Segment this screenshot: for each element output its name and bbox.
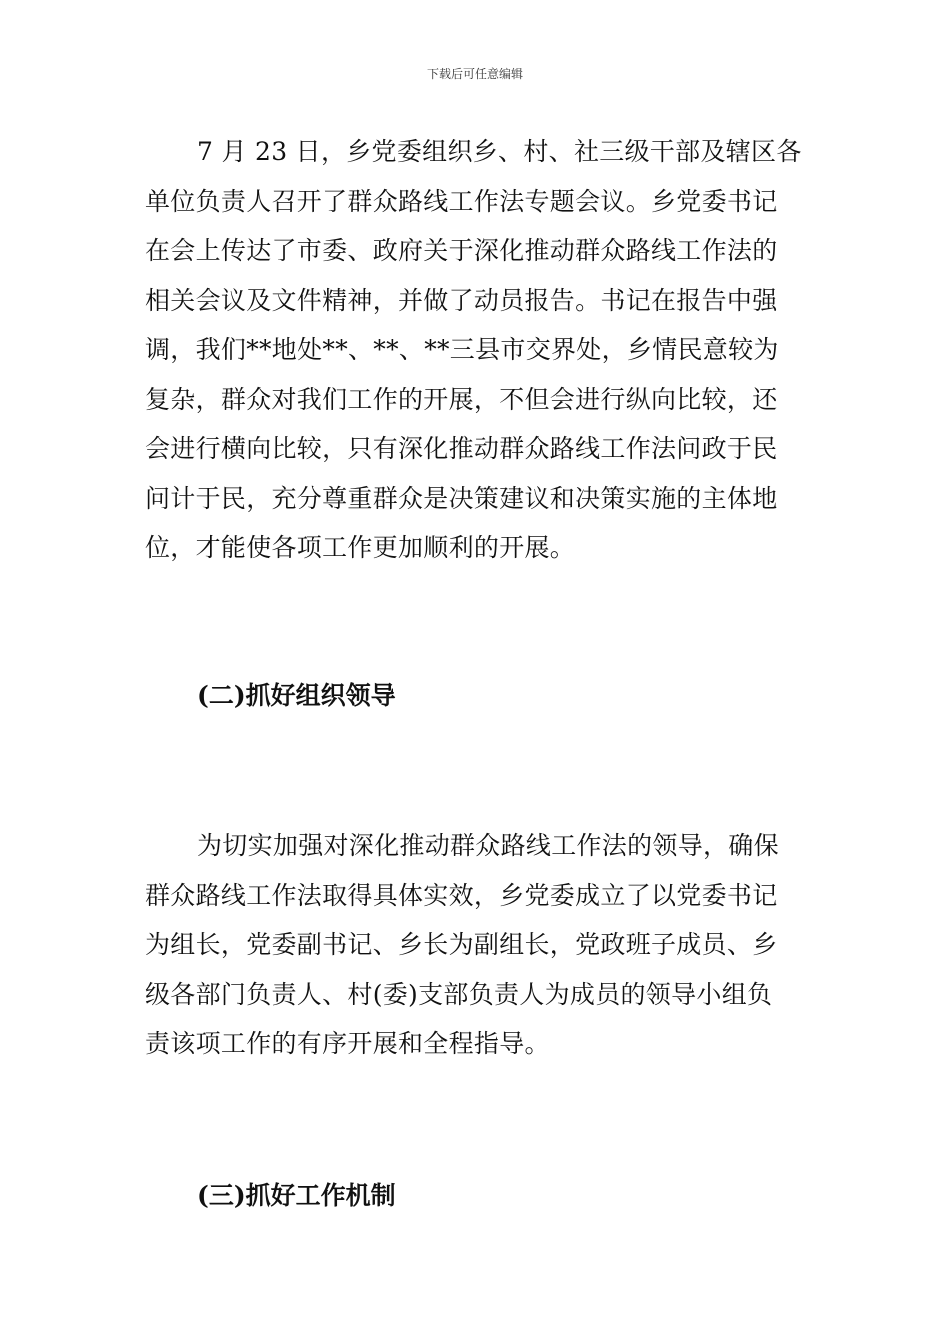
paragraph-line: 复杂，群众对我们工作的开展，不但会进行纵向比较，还 <box>145 384 778 414</box>
section-heading-mechanism: (三)抓好工作机制 <box>197 1181 396 1210</box>
paragraph-line: 位，才能使各项工作更加顺利的开展。 <box>145 533 576 562</box>
header-note: 下载后可任意编辑 <box>426 67 523 81</box>
paragraph-line: 责该项工作的有序开展和全程指导。 <box>145 1029 550 1058</box>
paragraph-line: 7 月 23 日，乡党委组织乡、村、社三级干部及辖区各 <box>197 137 802 166</box>
paragraph-line: 单位负责人召开了群众路线工作法专题会议。乡党委书记 <box>145 186 778 216</box>
paragraph-line: 在会上传达了市委、政府关于深化推动群众路线工作法的 <box>145 236 778 265</box>
paragraph-meeting <box>145 127 811 573</box>
section-heading-organization: (二)抓好组织领导 <box>197 681 396 710</box>
paragraph-leadership <box>145 821 811 1069</box>
paragraph-line: 相关会议及文件精神，并做了动员报告。书记在报告中强 <box>145 285 778 315</box>
paragraph-line: 会进行横向比较，只有深化推动群众路线工作法问政于民 <box>145 434 778 463</box>
paragraph-line: 问计于民，充分尊重群众是决策建议和决策实施的主体地 <box>145 483 778 513</box>
paragraph-line: 调，我们**地处**、**、**三县市交界处，乡情民意较为 <box>145 335 779 364</box>
paragraph-line: 为切实加强对深化推动群众路线工作法的领导，确保 <box>197 831 779 860</box>
paragraph-line: 级各部门负责人、村(委)支部负责人为成员的领导小组负 <box>145 979 773 1009</box>
paragraph-line: 为组长，党委副书记、乡长为副组长，党政班子成员、乡 <box>145 930 778 959</box>
paragraph-line: 群众路线工作法取得具体实效，乡党委成立了以党委书记 <box>145 880 778 910</box>
